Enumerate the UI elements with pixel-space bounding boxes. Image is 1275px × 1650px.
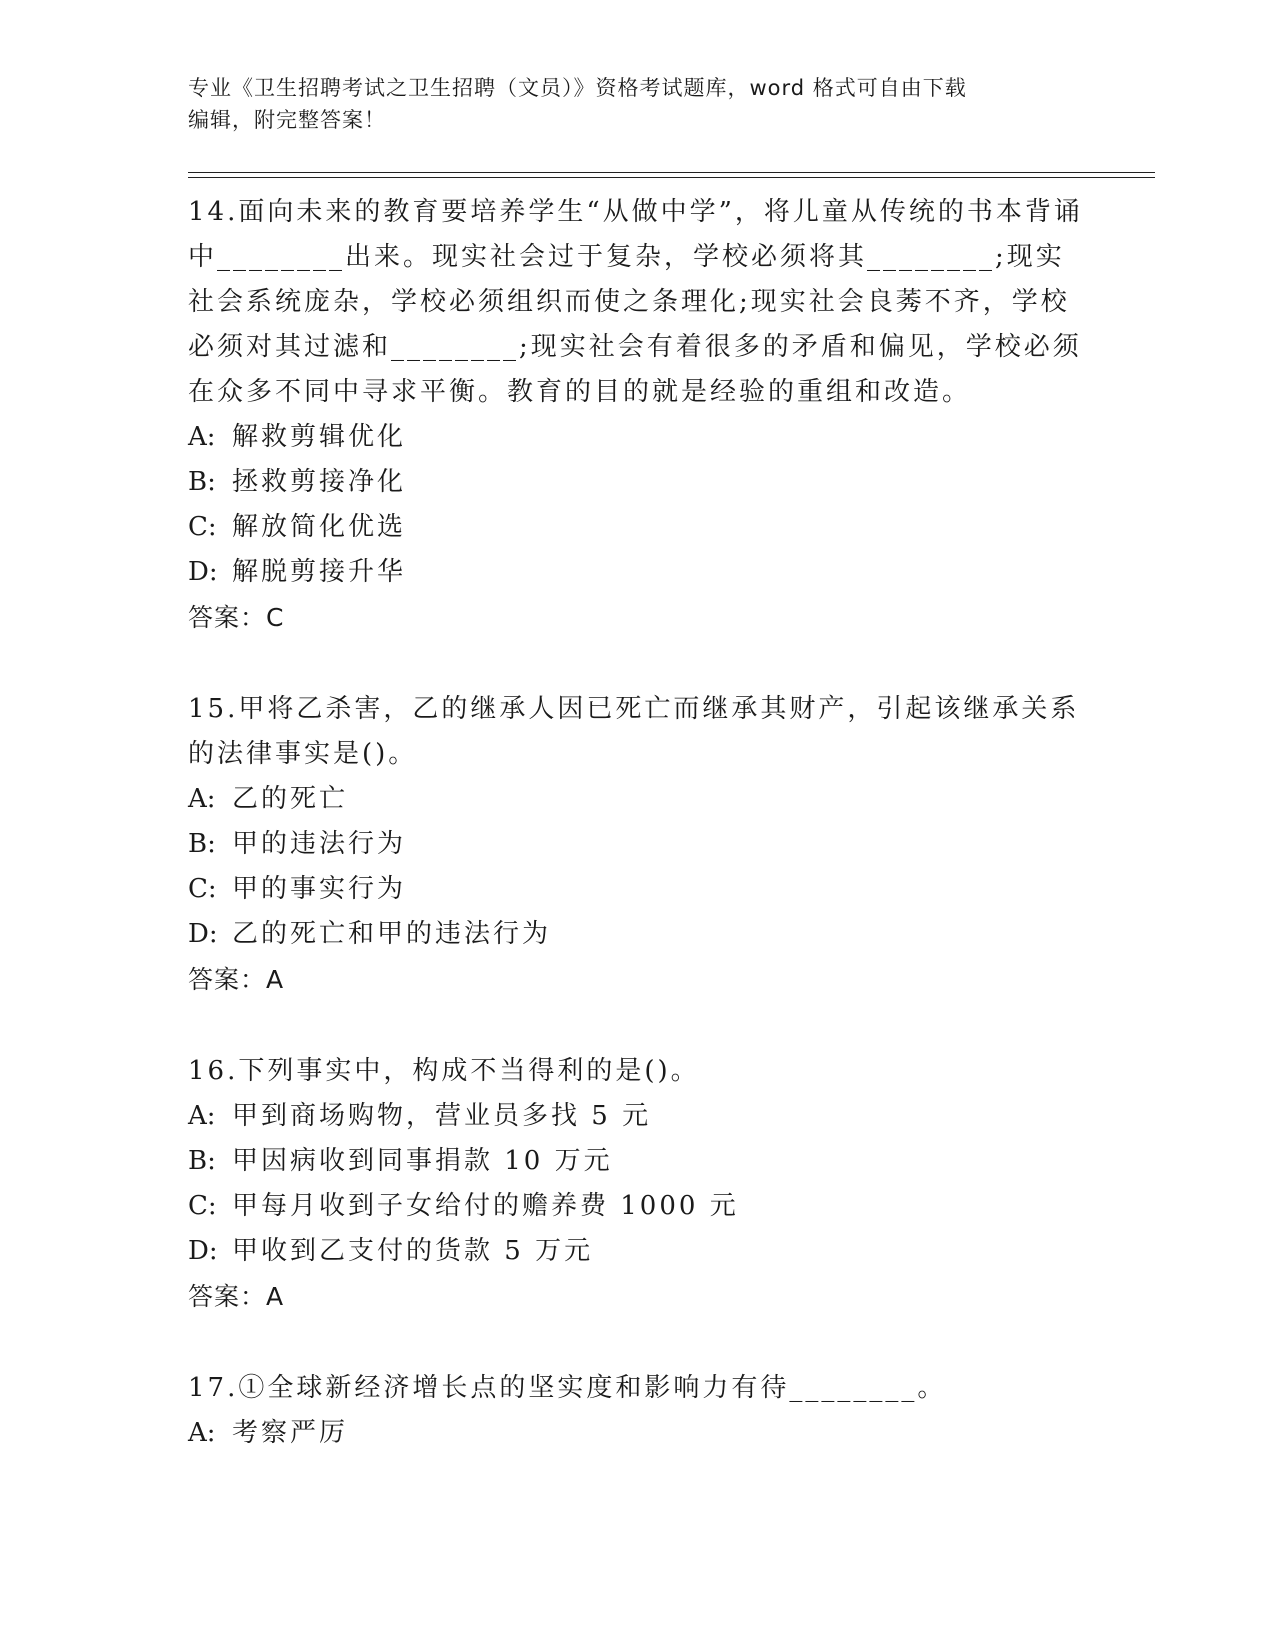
option-key: B: bbox=[188, 467, 216, 497]
option-key: B: bbox=[188, 829, 216, 859]
option-d bbox=[188, 550, 1088, 595]
option-a bbox=[188, 1411, 1088, 1456]
header-divider-top bbox=[188, 172, 1155, 173]
option-a bbox=[188, 415, 1088, 460]
option-text: 解放简化优选 bbox=[232, 512, 407, 542]
option-c bbox=[188, 867, 1088, 912]
option-text: 甲收到乙支付的货款 5 万元 bbox=[232, 1236, 594, 1266]
question-text: 15.甲将乙杀害，乙的继承人因已死亡而继承其财产，引起该继承关系的法律事实是()。 bbox=[188, 694, 1080, 769]
option-text: 考察严厉 bbox=[232, 1418, 349, 1448]
option-key: A: bbox=[188, 1101, 216, 1131]
option-text: 解救剪辑优化 bbox=[232, 422, 407, 452]
option-text: 甲的事实行为 bbox=[232, 874, 407, 904]
option-d bbox=[188, 1229, 1088, 1274]
question-text: 14.面向未来的教育要培养学生“从做中学”，将儿童从传统的书本背诵中________出来。现实社会过于复杂，学校必须将其________;现实社会系统庞杂，学校必须组织而使之条理化;现实社会良莠不齐，学校必须对其过滤和________;现实社会有着很多的矛盾和偏见，学校必须在众多不同中寻求平衡。教育的目的就是经验的重组和改造。 bbox=[188, 197, 1083, 407]
option-key: C: bbox=[188, 874, 217, 904]
option-a bbox=[188, 777, 1088, 822]
option-c bbox=[188, 505, 1088, 550]
question-15 bbox=[188, 687, 1088, 1002]
option-b bbox=[188, 460, 1088, 505]
answer-line: 答案：A bbox=[188, 965, 285, 994]
question-17 bbox=[188, 1366, 1088, 1456]
option-text: 乙的死亡 bbox=[232, 784, 349, 814]
option-key: C: bbox=[188, 512, 217, 542]
option-text: 乙的死亡和甲的违法行为 bbox=[232, 919, 552, 949]
option-d bbox=[188, 912, 1088, 957]
header-line-2: 编辑，附完整答案！ bbox=[188, 108, 386, 132]
answer-line: 答案：A bbox=[188, 1282, 285, 1311]
option-text: 甲每月收到子女给付的赡养费 1000 元 bbox=[232, 1191, 739, 1221]
option-text: 解脱剪接升华 bbox=[232, 557, 407, 587]
answer-line: 答案：C bbox=[188, 603, 285, 632]
option-a bbox=[188, 1094, 1088, 1139]
option-key: C: bbox=[188, 1191, 217, 1221]
option-key: D: bbox=[188, 557, 218, 587]
option-b bbox=[188, 822, 1088, 867]
question-16 bbox=[188, 1049, 1088, 1319]
option-text: 甲到商场购物，营业员多找 5 元 bbox=[232, 1101, 652, 1131]
option-key: D: bbox=[188, 919, 218, 949]
option-text: 拯救剪接净化 bbox=[232, 467, 407, 497]
header-divider-bottom bbox=[188, 177, 1155, 178]
question-list bbox=[188, 190, 1088, 1456]
option-key: A: bbox=[188, 422, 216, 452]
option-b bbox=[188, 1139, 1088, 1184]
question-text: 17.①全球新经济增长点的坚实度和影响力有待________。 bbox=[188, 1373, 947, 1403]
document-header bbox=[188, 72, 1068, 136]
option-key: A: bbox=[188, 784, 216, 814]
header-line-1: 专业《卫生招聘考试之卫生招聘（文员）》资格考试题库，word 格式可自由下载 bbox=[188, 76, 967, 100]
option-key: D: bbox=[188, 1236, 218, 1266]
option-c bbox=[188, 1184, 1088, 1229]
option-text: 甲的违法行为 bbox=[232, 829, 407, 859]
question-14 bbox=[188, 190, 1088, 640]
question-text: 16.下列事实中，构成不当得利的是()。 bbox=[188, 1056, 700, 1086]
option-key: A: bbox=[188, 1418, 216, 1448]
option-text: 甲因病收到同事捐款 10 万元 bbox=[232, 1146, 613, 1176]
option-key: B: bbox=[188, 1146, 216, 1176]
